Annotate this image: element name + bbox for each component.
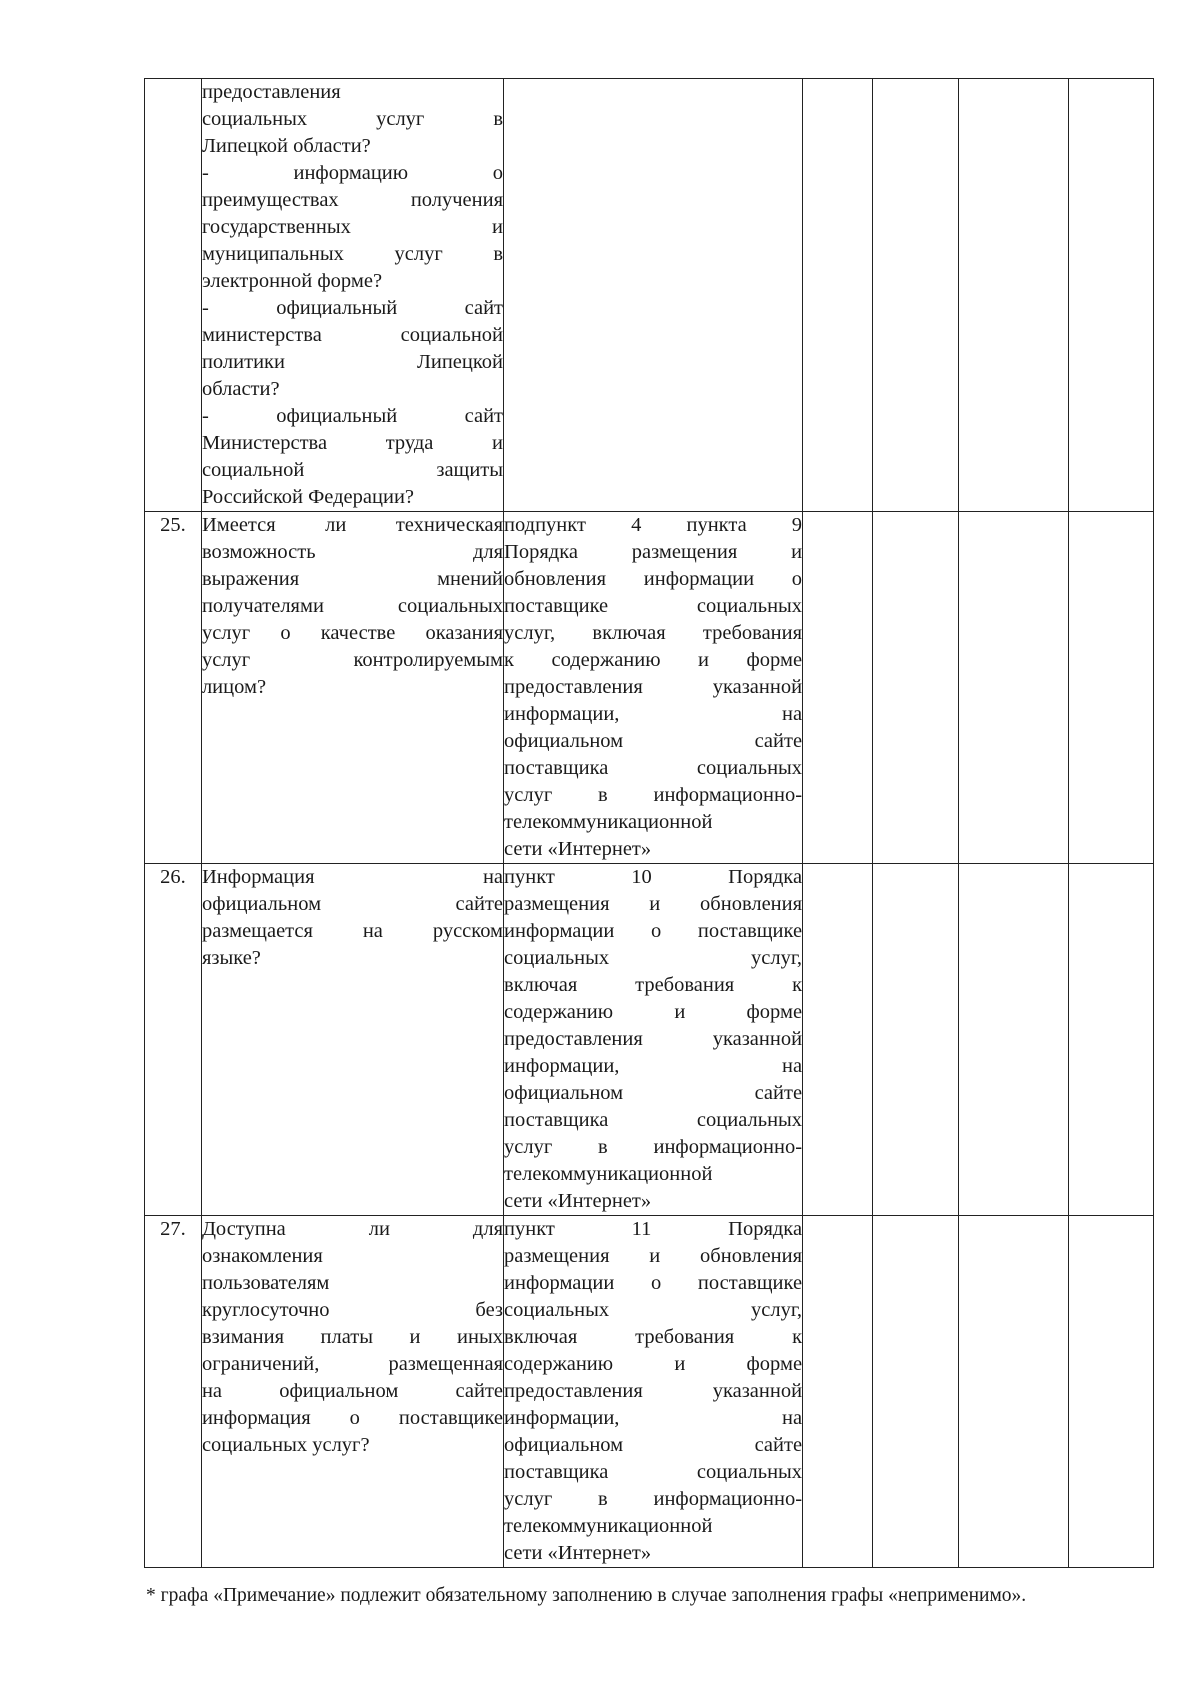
legal-reference-text xyxy=(504,864,802,1215)
text-line: официальном сайте xyxy=(504,730,803,752)
answer-not-applicable-cell[interactable] xyxy=(958,864,1068,1216)
text-line: Липецкой области? xyxy=(201,135,371,157)
answer-yes-cell[interactable] xyxy=(803,512,873,864)
reference-cell xyxy=(504,512,803,864)
text-line: пользователям xyxy=(201,1272,330,1294)
text-line: услуг в информационно- xyxy=(504,1136,803,1158)
question-text xyxy=(202,864,503,972)
text-line: информации о поставщике xyxy=(504,1272,803,1294)
text-line: предоставления указанной xyxy=(504,1028,803,1050)
footnote: * графа «Примечание» подлежит обязательному заполнению в случае заполнения графы «неприменимо». xyxy=(146,1585,1027,1606)
reference-cell xyxy=(504,864,803,1216)
text-line: выражения мнений xyxy=(201,568,504,590)
text-line: Информация на xyxy=(201,866,504,888)
row-number-cell xyxy=(145,79,202,512)
note-cell[interactable] xyxy=(1068,79,1153,512)
text-line: преимуществах получения xyxy=(201,189,504,211)
question-cell xyxy=(201,1216,503,1568)
legal-reference-text xyxy=(504,512,802,863)
text-line: - официальный сайт xyxy=(201,297,504,319)
text-line: услуг контролируемым xyxy=(201,649,504,671)
text-line: Порядка размещения и xyxy=(504,541,803,563)
table-row xyxy=(145,512,1154,864)
text-line: политики Липецкой xyxy=(201,351,504,373)
text-line: телекоммуникационной xyxy=(504,811,713,833)
question-text xyxy=(202,512,503,701)
answer-yes-cell[interactable] xyxy=(803,1216,873,1568)
text-line: Имеется ли техническая xyxy=(201,514,504,536)
text-line: размещается на русском xyxy=(201,920,504,942)
text-line: поставщика социальных xyxy=(504,1109,803,1131)
question-text xyxy=(202,79,503,511)
checklist-table xyxy=(144,78,1154,1568)
row-number: 26. xyxy=(160,866,186,888)
text-line: размещения и обновления xyxy=(504,1245,803,1267)
question-text xyxy=(202,1216,503,1459)
text-line: информации, на xyxy=(504,1407,803,1429)
text-line: содержанию и форме xyxy=(504,1353,803,1375)
text-line: телекоммуникационной xyxy=(504,1163,713,1185)
question-cell xyxy=(201,79,503,512)
text-line: языке? xyxy=(201,947,261,969)
text-line: Российской Федерации? xyxy=(201,486,415,508)
answer-yes-cell[interactable] xyxy=(803,864,873,1216)
note-cell[interactable] xyxy=(1068,864,1153,1216)
text-line: Доступна ли для xyxy=(201,1218,504,1240)
text-line: социальных услуг в xyxy=(201,108,504,130)
text-line: содержанию и форме xyxy=(504,1001,803,1023)
text-line: информация о поставщике xyxy=(201,1407,504,1429)
row-number-cell xyxy=(145,1216,202,1568)
text-line: социальных услуг, xyxy=(504,1299,803,1321)
text-line: услуг в информационно- xyxy=(504,784,803,806)
text-line: лицом? xyxy=(201,676,267,698)
text-line: включая требования к xyxy=(504,974,803,996)
text-line: - информацию о xyxy=(201,162,504,184)
text-line: поставщика социальных xyxy=(504,1461,803,1483)
answer-no-cell[interactable] xyxy=(873,512,958,864)
note-cell[interactable] xyxy=(1068,512,1153,864)
text-line: пункт 10 Порядка xyxy=(504,866,803,888)
table-row xyxy=(145,864,1154,1216)
table-row xyxy=(145,1216,1154,1568)
text-line: предоставления xyxy=(201,81,341,103)
text-line: подпункт 4 пункта 9 xyxy=(504,514,803,536)
text-line: размещения и обновления xyxy=(504,893,803,915)
text-line: информации, на xyxy=(504,1055,803,1077)
text-line: информации о поставщике xyxy=(504,920,803,942)
answer-no-cell[interactable] xyxy=(873,79,958,512)
text-line: услуг, включая требования xyxy=(504,622,803,644)
text-line: Министерства труда и xyxy=(201,432,504,454)
row-number-cell xyxy=(145,512,202,864)
table-row xyxy=(145,79,1154,512)
text-line: области? xyxy=(201,378,280,400)
text-line: предоставления указанной xyxy=(504,1380,803,1402)
legal-reference-text xyxy=(504,1216,802,1567)
text-line: получателями социальных xyxy=(201,595,504,617)
text-line: сети «Интернет» xyxy=(504,1190,652,1212)
text-line: услуг о качестве оказания xyxy=(201,622,504,644)
text-line: - официальный сайт xyxy=(201,405,504,427)
answer-not-applicable-cell[interactable] xyxy=(958,512,1068,864)
text-line: возможность для xyxy=(201,541,504,563)
text-line: телекоммуникационной xyxy=(504,1515,713,1537)
text-line: муниципальных услуг в xyxy=(201,243,504,265)
text-line: ограничений, размещенная xyxy=(201,1353,504,1375)
text-line: к содержанию и форме xyxy=(504,649,803,671)
text-line: предоставления указанной xyxy=(504,676,803,698)
text-line: пункт 11 Порядка xyxy=(504,1218,803,1240)
row-number: 27. xyxy=(160,1218,186,1240)
answer-yes-cell[interactable] xyxy=(803,79,873,512)
question-cell xyxy=(201,864,503,1216)
text-line: поставщика социальных xyxy=(504,757,803,779)
row-number: 25. xyxy=(160,514,186,536)
answer-not-applicable-cell[interactable] xyxy=(958,1216,1068,1568)
text-line: социальных услуг? xyxy=(201,1434,370,1456)
reference-cell xyxy=(504,79,803,512)
text-line: электронной форме? xyxy=(201,270,383,292)
text-line: поставщике социальных xyxy=(504,595,803,617)
text-line: официальном сайте xyxy=(504,1082,803,1104)
text-line: официальном сайте xyxy=(201,893,504,915)
answer-no-cell[interactable] xyxy=(873,864,958,1216)
text-line: услуг в информационно- xyxy=(504,1488,803,1510)
text-line: включая требования к xyxy=(504,1326,803,1348)
text-line: взимания платы и иных xyxy=(201,1326,504,1348)
text-line: информации, на xyxy=(504,703,803,725)
answer-no-cell[interactable] xyxy=(873,1216,958,1568)
text-line: социальной защиты xyxy=(201,459,504,481)
text-line: круглосуточно без xyxy=(201,1299,504,1321)
text-line: обновления информации о xyxy=(504,568,803,590)
question-cell xyxy=(201,512,503,864)
text-line: социальных услуг, xyxy=(504,947,803,969)
text-line: сети «Интернет» xyxy=(504,1542,652,1564)
text-line: министерства социальной xyxy=(201,324,504,346)
reference-cell xyxy=(504,1216,803,1568)
answer-not-applicable-cell[interactable] xyxy=(958,79,1068,512)
row-number-cell xyxy=(145,864,202,1216)
text-line: ознакомления xyxy=(201,1245,323,1267)
text-line: сети «Интернет» xyxy=(504,838,652,860)
text-line: на официальном сайте xyxy=(201,1380,504,1402)
note-cell[interactable] xyxy=(1068,1216,1153,1568)
text-line: государственных и xyxy=(201,216,504,238)
text-line: официальном сайте xyxy=(504,1434,803,1456)
